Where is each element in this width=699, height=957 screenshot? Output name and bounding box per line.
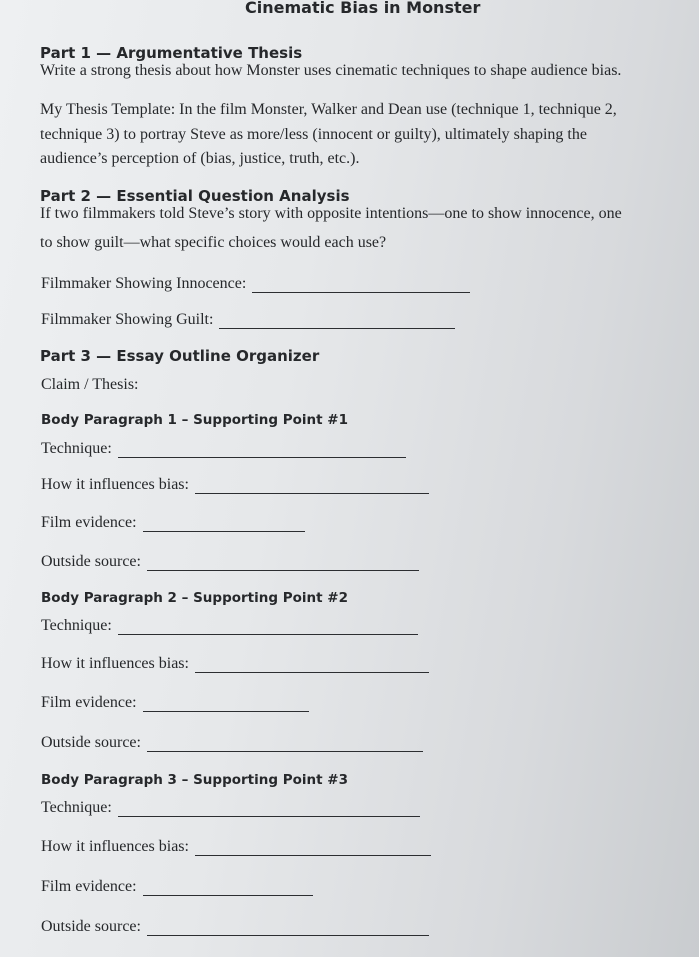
body3-heading: Body Paragraph 3 – Supporting Point #3 [41,772,348,788]
body3-technique-field [41,799,420,817]
body1-heading: Body Paragraph 1 – Supporting Point #1 [41,412,348,428]
guilt-answer-line[interactable] [219,314,455,329]
body1-evidence-label: Film evidence: [41,514,137,531]
body1-technique-label: Technique: [41,440,112,457]
body3-influence-line[interactable] [195,841,431,856]
body1-evidence-field [41,514,305,532]
innocence-answer-line[interactable] [252,278,470,293]
body1-technique-line[interactable] [118,443,406,458]
body2-influence-label: How it influences bias: [41,655,189,672]
part3-heading: Part 3 — Essay Outline Organizer [40,347,320,365]
part2-heading: Part 2 — Essential Question Analysis [40,187,350,205]
body1-source-field [41,553,419,571]
innocence-field [41,275,470,293]
body2-source-label: Outside source: [41,734,141,751]
body2-source-field [41,734,423,752]
part1-instruction: Write a strong thesis about how Monster uses cinematic techniques to shape audience bias. [40,62,622,79]
body3-technique-label: Technique: [41,799,112,816]
thesis-template-line-3: audience’s perception of (bias, justice, truth, etc.). [40,150,360,167]
body3-evidence-field [41,878,313,896]
body2-technique-label: Technique: [41,617,112,634]
body3-evidence-label: Film evidence: [41,878,137,895]
worksheet-title: Cinematic Bias in Monster [245,0,481,17]
body2-technique-line[interactable] [118,620,418,635]
body3-evidence-line[interactable] [143,881,313,896]
body2-source-line[interactable] [147,737,423,752]
body3-source-label: Outside source: [41,918,141,935]
body3-influence-field [41,838,431,856]
body1-source-line[interactable] [147,556,419,571]
body2-evidence-field [41,694,309,712]
innocence-label: Filmmaker Showing Innocence: [41,275,247,292]
claim-field [41,376,138,394]
body2-technique-field [41,617,418,635]
guilt-label: Filmmaker Showing Guilt: [41,311,214,328]
part1-heading: Part 1 — Argumentative Thesis [40,44,303,62]
body1-influence-label: How it influences bias: [41,476,189,493]
body2-evidence-label: Film evidence: [41,694,137,711]
part2-question-line-2: to show guilt—what specific choices would each use? [40,234,387,251]
body3-influence-label: How it influences bias: [41,838,189,855]
body1-technique-field [41,440,406,458]
body3-source-field [41,918,429,936]
body2-influence-line[interactable] [195,658,429,673]
body3-technique-line[interactable] [118,802,420,817]
body1-influence-field [41,476,429,494]
thesis-template-line-1: My Thesis Template: In the film Monster, Walker and Dean use (technique 1, technique 2, [40,101,617,118]
body1-source-label: Outside source: [41,553,141,570]
guilt-field [41,311,455,329]
body2-evidence-line[interactable] [143,697,309,712]
claim-label: Claim / Thesis: [41,376,139,393]
thesis-template-line-2: technique 3) to portray Steve as more/less (innocent or guilty), ultimately shaping the [40,126,587,143]
body1-influence-line[interactable] [195,479,429,494]
body3-source-line[interactable] [147,921,429,936]
body2-influence-field [41,655,429,673]
body1-evidence-line[interactable] [143,517,305,532]
body2-heading: Body Paragraph 2 – Supporting Point #2 [41,590,348,606]
part2-question-line-1: If two filmmakers told Steve’s story with opposite intentions—one to show innocence, one [40,205,622,222]
